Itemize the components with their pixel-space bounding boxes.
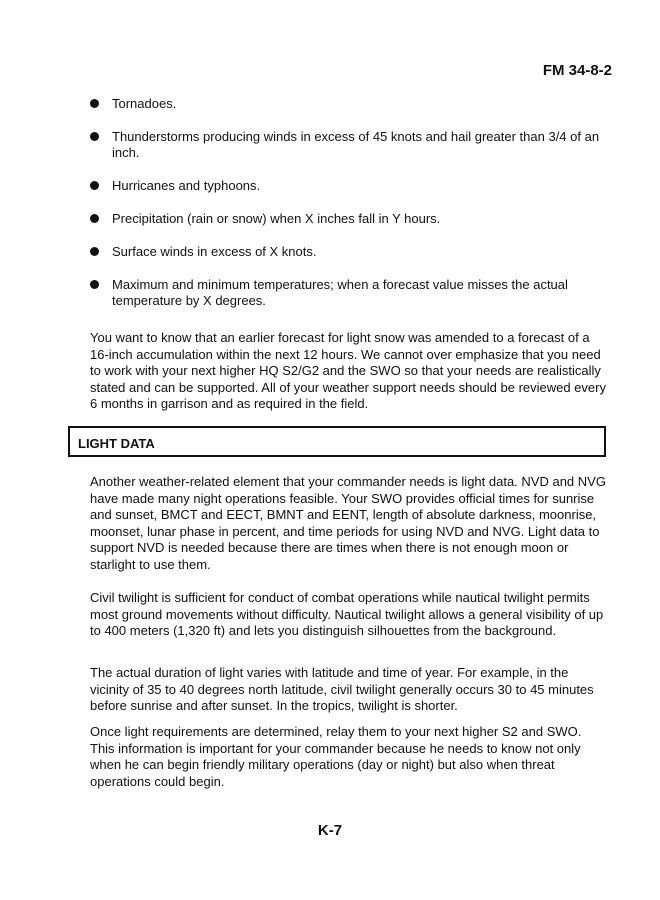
section-header-box xyxy=(68,426,606,457)
page-number: K-7 xyxy=(317,822,343,839)
section-title: LIGHT DATA xyxy=(78,436,155,451)
bullet-item xyxy=(90,96,610,112)
bullet-dot-icon xyxy=(90,132,99,141)
bullet-item xyxy=(90,244,610,260)
criteria-bullet-list xyxy=(90,96,610,326)
bullet-text: Precipitation (rain or snow) when X inches fall in Y hours. xyxy=(112,211,441,226)
bullet-item xyxy=(90,211,610,227)
bullet-dot-icon xyxy=(90,247,99,256)
document-id: FM 34-8-2 xyxy=(542,62,612,79)
bullet-text: Tornadoes. xyxy=(112,96,177,111)
bullet-item xyxy=(90,178,610,194)
bullet-dot-icon xyxy=(90,181,99,190)
bullet-dot-icon xyxy=(90,99,99,108)
bullet-item xyxy=(90,277,610,309)
light-data-paragraph-2: Civil twilight is sufficient for conduct of combat operations while nautical twilight permits most ground movements without difficulty. Nautical twilight allows a general visibility of up to 400 meters (1,320 ft) and lets you distinguish silhouettes from the background. xyxy=(90,590,604,638)
bullet-text: Thunderstorms producing winds in excess of 45 knots and hail greater than 3/4 of an inch. xyxy=(112,129,600,160)
light-data-paragraph-3: The actual duration of light varies with latitude and time of year. For example, in the vicinity of 35 to 40 degrees north latitude, civil twilight generally occurs 30 to 45 minutes before sunrise and after sunset. In the tropics, twilight is shorter. xyxy=(90,665,594,713)
bullet-text: Maximum and minimum temperatures; when a forecast value misses the actual temperature by X degrees. xyxy=(112,277,568,308)
light-data-paragraph-4: Once light requirements are determined, relay them to your next higher S2 and SWO. This information is important for your commander because he needs to know not only when he can begin friendly military operations (day or night) but also when threat operations could begin. xyxy=(90,724,582,789)
light-data-paragraph-1: Another weather-related element that your commander needs is light data. NVD and NVG have made many night operations feasible. Your SWO provides official times for sunrise and sunset, BMCT and EECT, BMNT and EENT, length of absolute darkness, moonrise, moonset, lunar phase in percent, and time periods for using NVD and NVG. Light data to support NVD is needed because there are times when there is not enough moon or starlight to use them. xyxy=(90,474,606,572)
bullet-text: Surface winds in excess of X knots. xyxy=(112,244,317,259)
bullet-dot-icon xyxy=(90,280,99,289)
intro-paragraph: You want to know that an earlier forecast for light snow was amended to a forecast of a 16-inch accumulation within the next 12 hours. We cannot over emphasize that you need to work with your next higher HQ S2/G2 and the SWO so that your needs are realistically stated and can be supported. All of your weather support needs should be reviewed every 6 months in garrison and as required in the field. xyxy=(90,330,606,411)
bullet-item xyxy=(90,129,610,161)
bullet-text: Hurricanes and typhoons. xyxy=(112,178,261,193)
bullet-dot-icon xyxy=(90,214,99,223)
